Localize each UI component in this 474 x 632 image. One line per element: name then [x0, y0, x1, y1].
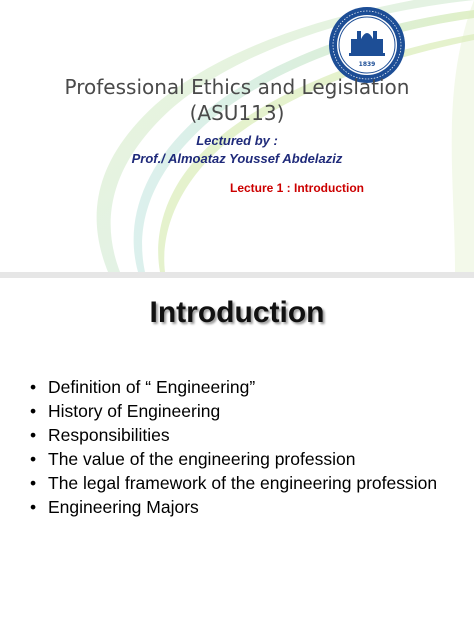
list-item	[30, 376, 450, 398]
course-title-line2: (ASU113)	[189, 101, 285, 125]
lectured-by-label: Lectured by :	[196, 133, 278, 148]
list-item-text: History of Engineering	[48, 401, 221, 421]
list-item-text: Responsibilities	[48, 425, 170, 445]
lecturer-name: Prof./ Almoataz Youssef Abdelaziz	[131, 151, 343, 166]
bullet-icon: •	[30, 377, 37, 397]
list-item-text: Definition of “ Engineering”	[48, 377, 256, 397]
course-title	[0, 74, 474, 126]
bullet-list	[30, 376, 450, 520]
bullet-icon: •	[30, 473, 37, 493]
list-item	[30, 496, 450, 518]
list-item	[30, 400, 450, 422]
introduction-slide	[0, 278, 474, 632]
title-slide	[0, 0, 474, 272]
list-item	[30, 448, 450, 470]
bullet-icon: •	[30, 401, 37, 421]
list-item-text: The legal framework of the engineering profession	[48, 473, 438, 493]
list-item-text: Engineering Majors	[48, 497, 199, 517]
university-logo	[327, 5, 407, 85]
list-item	[30, 424, 450, 446]
lecture-label: Lecture 1 : Introduction	[229, 181, 364, 195]
list-item-text: The value of the engineering profession	[48, 449, 356, 469]
slide-heading: Introduction	[149, 296, 325, 329]
list-item	[30, 472, 450, 494]
logo-year: 1839	[358, 61, 376, 68]
bullet-icon: •	[30, 497, 37, 517]
course-title-line1: Professional Ethics and Legislation	[64, 75, 410, 99]
bullet-icon: •	[30, 449, 37, 469]
bullet-icon: •	[30, 425, 37, 445]
